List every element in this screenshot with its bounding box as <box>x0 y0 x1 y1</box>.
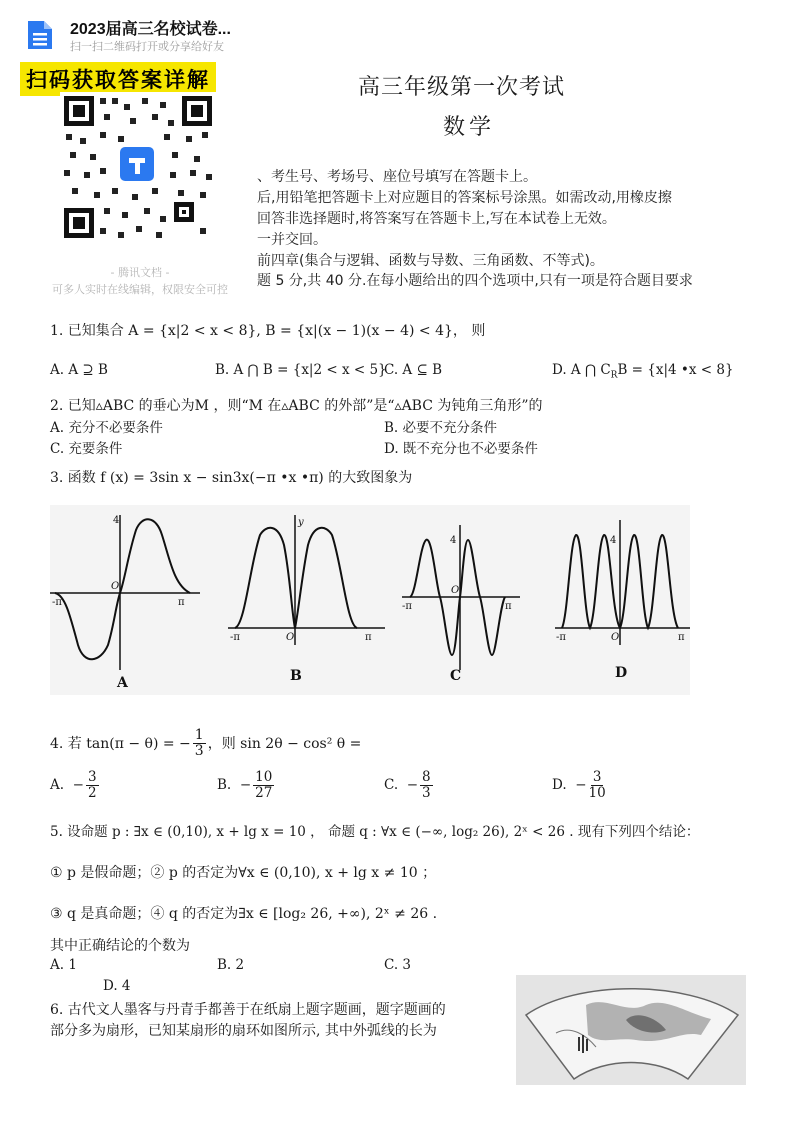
graph-b-ymark: y <box>298 517 304 528</box>
q4-option-a <box>50 770 101 801</box>
fan-painting-image <box>516 975 746 1085</box>
question-4-stem <box>50 728 361 760</box>
q1-option-d <box>552 362 734 381</box>
q4-option-b-num: 10 <box>255 769 273 785</box>
graph-b-right: π <box>365 632 372 643</box>
q4-option-b-label: B. <box>217 776 232 793</box>
promo-banner[interactable]: 扫码获取答案详解 <box>20 62 216 96</box>
exam-subject: 数学 <box>443 115 496 140</box>
question-1-stem: 1. 已知集合 A = {x|2 < x < 8}, B = {x|(x − 1)(x − 4) < 4}， 则 <box>50 323 486 339</box>
question-6-line2: 部分多为扇形，已知某扇形的扇环如图所示, 其中外弧线的长为 <box>50 1023 437 1039</box>
q4-option-d-sign: − <box>575 776 587 793</box>
graph-d-ymark: 4 <box>610 535 617 546</box>
q5-option-a: A. 1 <box>50 957 77 973</box>
q1-option-c: C. A ⊆ B <box>384 362 442 378</box>
q4-option-d <box>552 770 608 801</box>
watermark-line2: 可多人实时在线编辑，权限安全可控 <box>52 283 228 296</box>
q5-option-d: D. 4 <box>103 978 131 994</box>
q4-option-b-den: 27 <box>255 784 273 801</box>
instruction-line: 前四章(集合与逻辑、函数与导数、三角函数、不等式)。 <box>257 253 604 269</box>
q1-option-a: A. A ⊇ B <box>50 362 108 378</box>
question-2-stem: 2. 已知▵ABC 的垂心为M ，则“M 在▵ABC 的外部”是“▵ABC 为钝角三角形”的 <box>50 398 543 414</box>
q4-option-b-fraction <box>253 770 274 801</box>
q4-option-a-sign: − <box>72 776 84 793</box>
graph-d-left: -π <box>556 632 566 643</box>
q4-option-d-den: 10 <box>588 784 606 801</box>
q3-graphs-figure <box>50 505 690 695</box>
graph-c-label: C <box>450 668 462 684</box>
q4-option-a-fraction <box>86 770 99 801</box>
q4-option-c-sign: − <box>406 776 419 793</box>
q4-option-c-num: 8 <box>422 769 431 785</box>
q4-option-c-den: 3 <box>422 784 431 801</box>
instruction-line: 题 5 分,共 40 分.在每小题给出的四个选项中,只有一项是符合题目要求 <box>257 273 693 289</box>
q4-option-b-sign: − <box>239 776 252 793</box>
doc-icon <box>22 18 56 52</box>
graph-a-right: π <box>178 597 185 608</box>
graph-c-origin: O <box>451 585 460 596</box>
graph-c <box>402 525 520 670</box>
q2-option-d: D. 既不充分也不必要条件 <box>384 441 538 457</box>
q2-option-c: C. 充要条件 <box>50 441 123 457</box>
doc-title[interactable]: 2023届高三名校试卷... <box>70 21 231 38</box>
q2-option-b: B. 必要不充分条件 <box>384 420 498 436</box>
q5-option-b: B. 2 <box>217 957 245 973</box>
graph-a-ymark: 4 <box>113 515 120 526</box>
question-6-line1: 6. 古代文人墨客与丹青手都善于在纸扇上题字题画，题字题画的 <box>50 1002 446 1018</box>
graph-b-origin: O <box>286 632 295 643</box>
q3-graphs-svg <box>50 505 690 695</box>
graph-d-right: π <box>678 632 685 643</box>
q1-option-d-suffix: B = {x|4 •x < 8} <box>617 362 734 378</box>
question-5-line3: ③ q 是真命题；④ q 的否定为∃x ∈ [log₂ 26, +∞), 2ˣ ≠ 26 . <box>50 906 438 922</box>
instruction-line: 一并交回。 <box>257 232 327 248</box>
q4-stem-post: ，则 sin 2θ − cos² θ = <box>207 735 362 752</box>
q4-option-c <box>384 770 435 801</box>
graph-b-label: B <box>290 668 302 684</box>
graph-b-left: -π <box>230 632 240 643</box>
doc-subtitle: 扫一扫二维码打开或分享给好友 <box>70 41 224 53</box>
question-5-stem: 5. 设命题 p : ∃x ∈ (0,10), x + lg x = 10 ， 命题 q : ∀x ∈ (−∞, log₂ 26), 2ˣ < 26 . 现有下列四个结论： <box>50 824 700 840</box>
q4-option-d-fraction <box>589 770 606 801</box>
q4-fraction <box>193 728 206 760</box>
graph-a-label: A <box>117 675 128 691</box>
instruction-line: 回答非选择题时,将答案写在答题卡上,写在本试卷上无效。 <box>257 211 616 227</box>
qr-code[interactable] <box>60 92 216 242</box>
question-5-line4: 其中正确结论的个数为 <box>50 938 190 954</box>
q4-option-a-num: 3 <box>87 769 97 785</box>
watermark-line1: - 腾讯文档 - <box>110 266 170 279</box>
question-3-stem: 3. 函数 f (x) = 3sin x − sin3x(−π •x •π) 的大致图象为 <box>50 470 413 486</box>
q4-option-c-label: C. <box>384 776 399 793</box>
q4-frac-num: 1 <box>194 727 204 743</box>
q1-option-d-prefix: D. A ⋂ C <box>552 362 611 378</box>
q1-option-b: B. A ⋂ B = {x|2 < x < 5} <box>215 362 387 378</box>
q4-option-c-fraction <box>420 770 433 801</box>
q4-option-a-label: A. <box>50 776 65 793</box>
q4-option-d-num: 3 <box>592 769 602 785</box>
graph-d-origin: O <box>611 632 620 643</box>
graph-d <box>555 520 690 645</box>
graph-a-origin: O <box>111 581 120 592</box>
graph-b <box>228 515 385 645</box>
exam-title: 高三年级第一次考试 <box>358 75 566 100</box>
graph-a <box>50 515 200 670</box>
graph-c-right: π <box>505 601 512 612</box>
q4-option-b <box>217 770 276 801</box>
graph-d-label: D <box>615 665 628 681</box>
instruction-line: 、考生号、考场号、座位号填写在答题卡上。 <box>257 169 537 185</box>
instruction-line: 后,用铅笔把答题卡上对应题目的答案标号涂黑。如需改动,用橡皮擦 <box>257 190 672 206</box>
q5-option-c: C. 3 <box>384 957 412 973</box>
q4-stem-pre: 4. 若 tan(π − θ) = − <box>50 735 191 752</box>
question-5-line2: ① p 是假命题；② p 的否定为∀x ∈ (0,10), x + lg x ≠ 10 ； <box>50 865 437 881</box>
q1-option-d-subscript: R <box>610 370 618 381</box>
q4-option-a-den: 2 <box>87 784 97 801</box>
graph-a-left: -π <box>52 597 62 608</box>
q4-option-d-label: D. <box>552 776 567 793</box>
q4-frac-den: 3 <box>194 743 204 760</box>
graph-c-ymark: 4 <box>450 535 457 546</box>
q2-option-a: A. 充分不必要条件 <box>50 420 163 436</box>
graph-c-left: -π <box>402 601 412 612</box>
